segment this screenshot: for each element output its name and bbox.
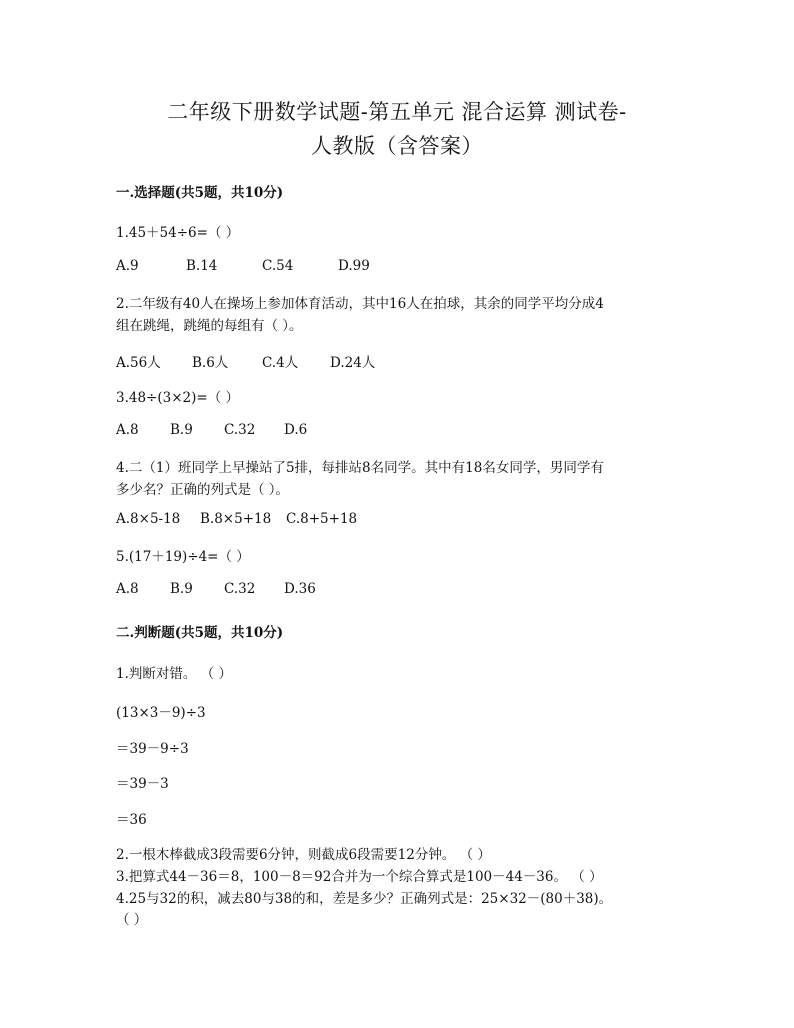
- question-2-2: 2.一根木棒截成3段需要6分钟，则截成6段需要12分钟。 （ ）: [116, 847, 491, 863]
- question-1-4-options: [116, 511, 436, 529]
- option-b: B.6人: [192, 355, 229, 371]
- option-c: C.8+5+18: [286, 511, 358, 527]
- option-d: D.36: [284, 581, 316, 597]
- section-1-heading: 一.选择题(共5题，共10分): [116, 185, 284, 201]
- option-b: B.9: [170, 422, 193, 438]
- option-c: C.4人: [262, 355, 299, 371]
- question-1-3: 3.48÷(3×2)=（ ）: [116, 390, 239, 406]
- question-1-1-options: [116, 258, 436, 276]
- option-d: D.24人: [330, 355, 376, 371]
- question-1-2-line-1: 2.二年级有40人在操场上参加体育活动，其中16人在拍球，其余的同学平均分成4: [116, 296, 604, 312]
- section-2-heading: 二.判断题(共5题，共10分): [116, 625, 284, 641]
- option-b: B.14: [186, 258, 218, 274]
- question-1-1: 1.45＋54÷6=（ ）: [116, 225, 240, 241]
- question-1-3-options: [116, 422, 436, 440]
- option-c: C.32: [224, 581, 256, 597]
- question-1-5-options: [116, 581, 436, 599]
- option-a: A.9: [116, 258, 139, 274]
- option-a: A.56人: [116, 355, 161, 371]
- calc-step-4: ＝36: [116, 812, 147, 828]
- option-b: B.8×5+18: [200, 511, 272, 527]
- option-d: D.6: [284, 422, 308, 438]
- question-2-3: 3.把算式44－36＝8，100－8＝92合并为一个综合算式是100－44－36。 （ ）: [116, 869, 603, 885]
- option-a: A.8: [116, 581, 139, 597]
- question-2-1: 1.判断对错。 （ ）: [116, 666, 232, 682]
- question-1-4-line-2: 多少名？正确的列式是（ ）。: [116, 482, 290, 498]
- page-title-line-2: 人教版（含答案）: [311, 134, 483, 158]
- option-c: C.54: [262, 258, 294, 274]
- option-c: C.32: [224, 422, 256, 438]
- option-a: A.8: [116, 422, 139, 438]
- option-a: A.8×5-18: [116, 511, 181, 527]
- question-1-4-line-1: 4.二（1）班同学上早操站了5排，每排站8名同学。其中有18名女同学，男同学有: [116, 460, 604, 476]
- question-1-2-options: [116, 351, 436, 369]
- question-1-5: 5.(17＋19)÷4=（ ）: [116, 549, 250, 565]
- calc-step-2: ＝39－9÷3: [116, 741, 189, 757]
- question-1-2-line-2: 组在跳绳，跳绳的每组有（ ）。: [116, 318, 303, 334]
- question-2-4-line-2: （ ）: [116, 912, 148, 928]
- option-b: B.9: [170, 581, 193, 597]
- question-2-4-line-1: 4.25与32的积，减去80与38的和，差是多少？正确列式是：25×32－(80＋38)。: [116, 891, 613, 907]
- option-d: D.99: [338, 258, 370, 274]
- calc-step-1: (13×3－9)÷3: [116, 705, 206, 721]
- calc-step-3: ＝39－3: [116, 776, 169, 792]
- page-title-line-1: 二年级下册数学试题-第五单元 混合运算 测试卷-: [167, 100, 627, 124]
